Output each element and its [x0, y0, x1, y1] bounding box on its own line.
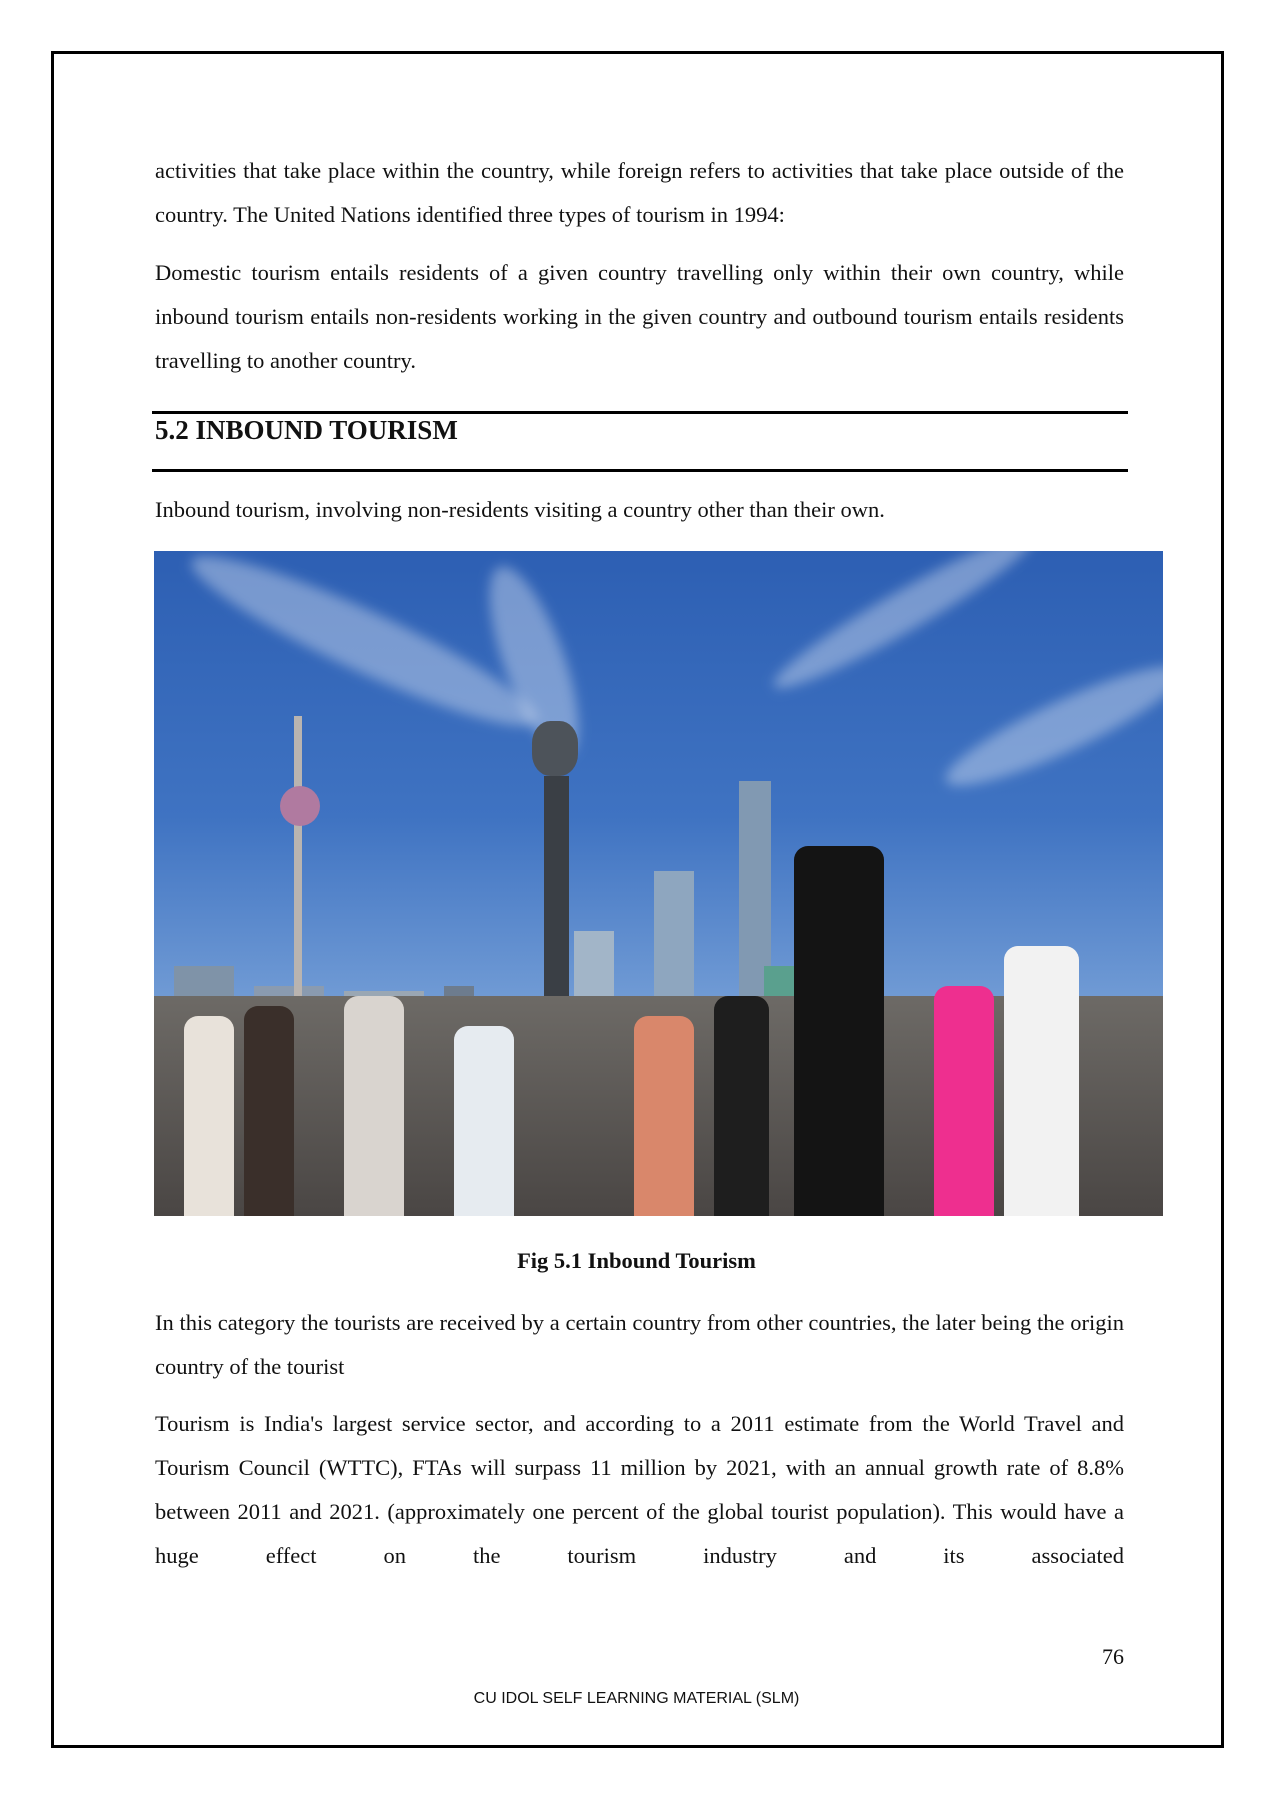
page-number: 76 — [1102, 1644, 1124, 1669]
paragraph-intro: activities that take place within the country, while foreign refers to activities that take place outside of the country. The United Nations identified three types of tourism in 1994: — [155, 158, 1124, 227]
paragraph-india-tourism: Tourism is India's largest service sector, and according to a 2011 estimate from the World Travel and Tourism Council (WTTC), FTAs will surpass 11 million by 2021, with an annual growth rate of 8.8% between 2011 and 2021. (approximately one percent of the global tourist population). This would have a huge effect on the tourism industry and its associated — [155, 1411, 1124, 1568]
heading-rule-top — [152, 411, 1128, 414]
paragraph-inbound-category: In this category the tourists are received by a certain country from other countries, the later being the origin country of the tourist — [155, 1310, 1124, 1379]
figure-caption: Fig 5.1 Inbound Tourism — [517, 1248, 756, 1273]
paragraph-tourism-types: Domestic tourism entails residents of a given country travelling only within their own country, while inbound tourism entails non-residents working in the given country and outbound tourism entails residents travelling to another country. — [155, 260, 1124, 373]
paragraph-inbound-definition: Inbound tourism, involving non-residents visiting a country other than their own. — [155, 497, 885, 522]
footer-text: CU IDOL SELF LEARNING MATERIAL (SLM) — [473, 1690, 800, 1707]
section-heading: 5.2 INBOUND TOURISM — [155, 415, 458, 445]
heading-rule-bottom — [152, 469, 1128, 472]
figure-image-tourists-shanghai — [154, 551, 1163, 1216]
